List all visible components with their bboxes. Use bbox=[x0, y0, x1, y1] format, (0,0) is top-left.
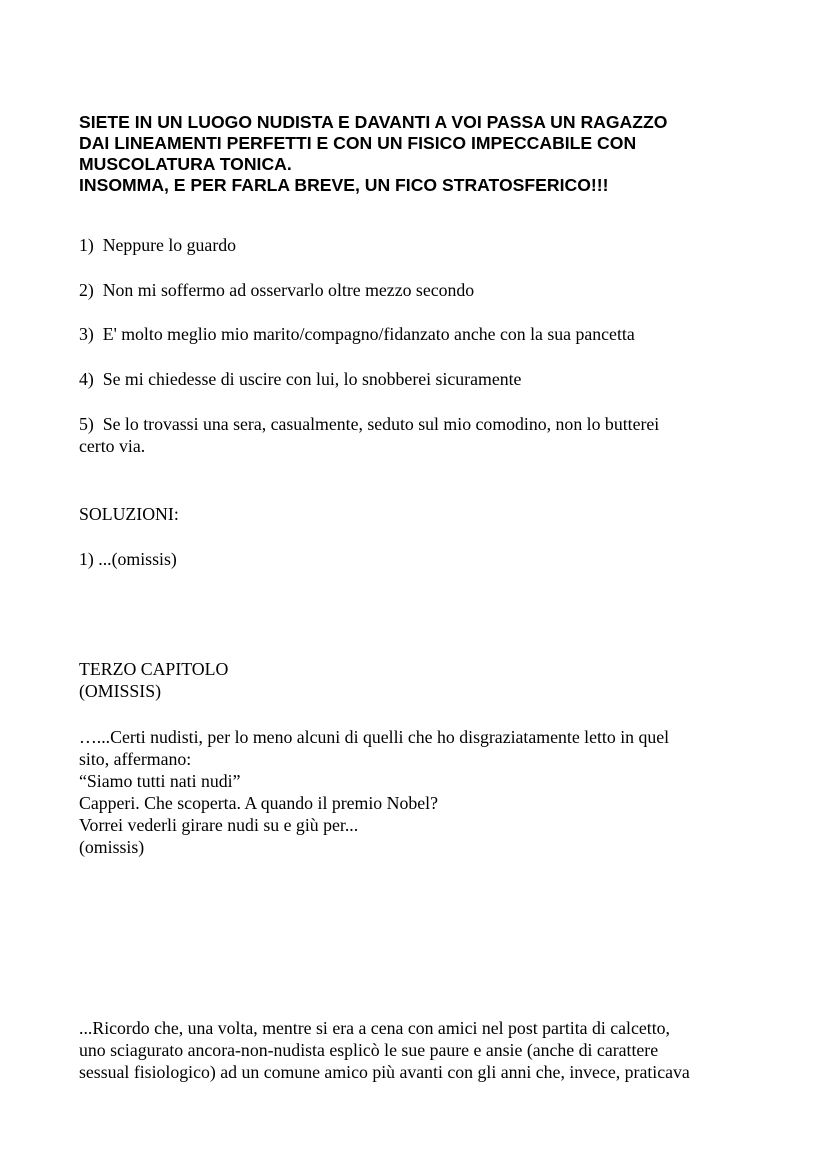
paragraph-nudisti bbox=[79, 726, 759, 858]
chapter-subtitle: (OMISSIS) bbox=[79, 681, 162, 701]
option-text-continued: certo via. bbox=[79, 436, 146, 456]
option-number: 4) bbox=[79, 369, 94, 389]
option-1 bbox=[79, 234, 759, 256]
paragraph-line: (omissis) bbox=[79, 837, 145, 857]
option-4 bbox=[79, 368, 759, 390]
option-2 bbox=[79, 279, 759, 301]
solution-1: 1) ...(omissis) bbox=[79, 549, 177, 569]
paragraph-line: Capperi. Che scoperta. A quando il premio Nobel? bbox=[79, 793, 438, 813]
option-number: 1) bbox=[79, 235, 94, 255]
option-text: E' molto meglio mio marito/compagno/fidanzato anche con la sua pancetta bbox=[102, 324, 635, 344]
paragraph-line: sito, affermano: bbox=[79, 749, 192, 769]
heading-line: MUSCOLATURA TONICA. bbox=[79, 154, 292, 174]
heading-line: SIETE IN UN LUOGO NUDISTA E DAVANTI A VOI PASSA UN RAGAZZO bbox=[79, 112, 668, 132]
option-3 bbox=[79, 323, 759, 345]
paragraph-line: sessual fisiologico) ad un comune amico più avanti con gli anni che, invece, praticava bbox=[79, 1062, 690, 1082]
option-text: Se lo trovassi una sera, casualmente, seduto sul mio comodino, non lo butterei bbox=[102, 414, 660, 434]
option-number: 2) bbox=[79, 280, 94, 300]
option-number: 3) bbox=[79, 324, 94, 344]
option-text: Non mi soffermo ad osservarlo oltre mezzo secondo bbox=[102, 280, 475, 300]
option-number: 5) bbox=[79, 414, 94, 434]
paragraph-line: ...Ricordo che, una volta, mentre si era a cena con amici nel post partita di calcetto, bbox=[79, 1018, 670, 1038]
paragraph-ricordo bbox=[79, 1017, 759, 1083]
chapter-heading bbox=[79, 658, 759, 702]
option-text: Se mi chiedesse di uscire con lui, lo snobberei sicuramente bbox=[102, 369, 522, 389]
quiz-question-heading bbox=[79, 112, 759, 196]
option-text: Neppure lo guardo bbox=[102, 235, 237, 255]
solutions-title: SOLUZIONI: bbox=[79, 504, 179, 524]
paragraph-line: uno sciagurato ancora-non-nudista esplicò le sue paure e ansie (anche di carattere bbox=[79, 1040, 659, 1060]
option-5 bbox=[79, 413, 759, 457]
heading-line: DAI LINEAMENTI PERFETTI E CON UN FISICO IMPECCABILE CON bbox=[79, 133, 637, 153]
chapter-title: TERZO CAPITOLO bbox=[79, 659, 229, 679]
paragraph-line: …...Certi nudisti, per lo meno alcuni di quelli che ho disgraziatamente letto in quel bbox=[79, 727, 670, 747]
paragraph-line: Vorrei vederli girare nudi su e giù per... bbox=[79, 815, 359, 835]
heading-line: INSOMMA, E PER FARLA BREVE, UN FICO STRATOSFERICO!!! bbox=[79, 175, 609, 195]
paragraph-line: “Siamo tutti nati nudi” bbox=[79, 771, 241, 791]
